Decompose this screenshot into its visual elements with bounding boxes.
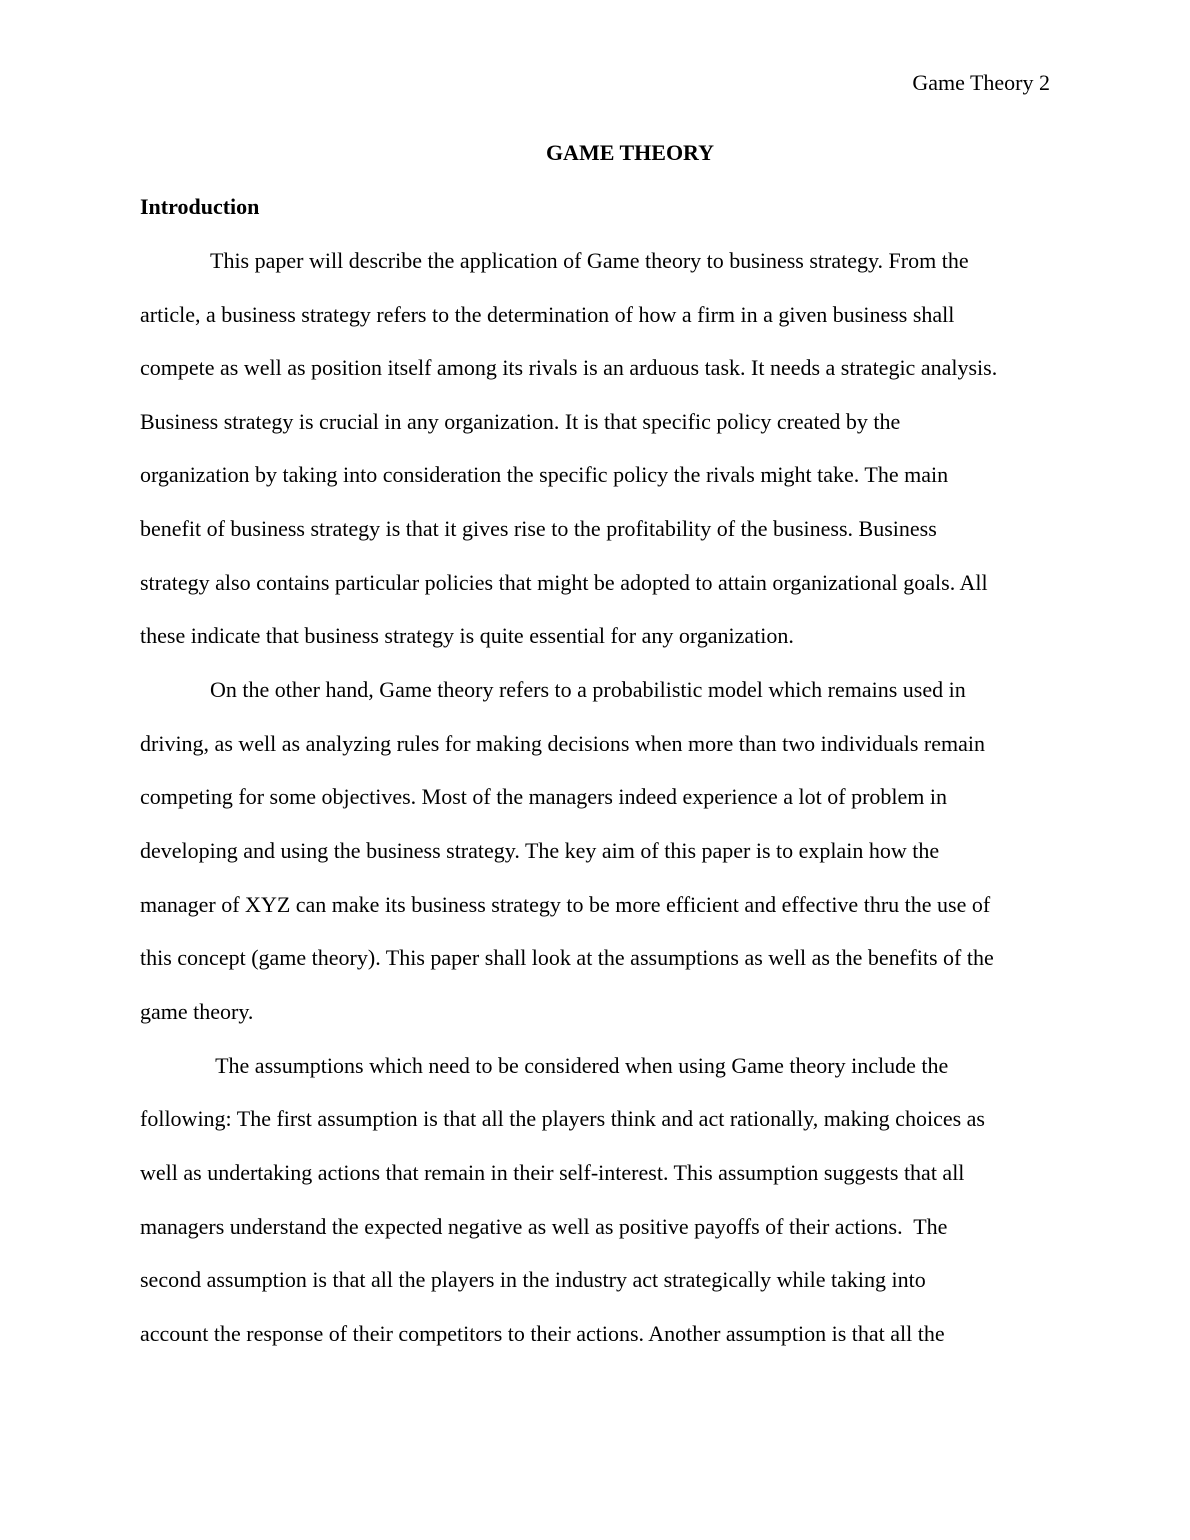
paragraph-line: organization by taking into consideration the specific policy the rivals might take. The main — [140, 462, 949, 487]
paragraph-line: This paper will describe the application of Game theory to business strategy. From the — [210, 248, 969, 273]
paragraph-line: driving, as well as analyzing rules for making decisions when more than two individuals remain — [140, 731, 985, 756]
paragraph-line: On the other hand, Game theory refers to a probabilistic model which remains used in — [210, 677, 966, 702]
paragraph-line: account the response of their competitors to their actions. Another assumption is that all the — [140, 1321, 945, 1346]
section-heading-introduction: Introduction — [140, 194, 260, 219]
paragraph-line: game theory. — [140, 999, 254, 1024]
paragraph-line: Business strategy is crucial in any organization. It is that specific policy created by the — [140, 409, 901, 434]
paragraph-line: this concept (game theory). This paper shall look at the assumptions as well as the benefits of the — [140, 945, 994, 970]
paragraph-line: well as undertaking actions that remain in their self-interest. This assumption suggests that all — [140, 1160, 965, 1185]
running-head: Game Theory 2 — [912, 70, 1050, 95]
paragraph-line: managers understand the expected negative as well as positive payoffs of their actions. The — [140, 1214, 948, 1239]
paragraph-line: compete as well as position itself among its rivals is an arduous task. It needs a strategic analysis. — [140, 355, 998, 380]
paragraph-line: manager of XYZ can make its business strategy to be more efficient and effective thru the use of — [140, 892, 991, 917]
paragraph-line: article, a business strategy refers to the determination of how a firm in a given business shall — [140, 302, 955, 327]
document-title: GAME THEORY — [545, 140, 715, 165]
paragraph-line: these indicate that business strategy is quite essential for any organization. — [140, 623, 794, 648]
paragraph-line: developing and using the business strategy. The key aim of this paper is to explain how the — [140, 838, 940, 863]
paragraph-line: second assumption is that all the players in the industry act strategically while taking into — [140, 1267, 926, 1292]
paragraph-line: benefit of business strategy is that it gives rise to the profitability of the business. Business — [140, 516, 937, 541]
paragraph-line: The assumptions which need to be considered when using Game theory include the — [210, 1053, 949, 1078]
paragraph-line: competing for some objectives. Most of the managers indeed experience a lot of problem in — [140, 784, 948, 809]
paragraph-line: following: The first assumption is that all the players think and act rationally, making choices as — [140, 1106, 985, 1131]
paragraph-line: strategy also contains particular policies that might be adopted to attain organizational goals. All — [140, 570, 988, 595]
